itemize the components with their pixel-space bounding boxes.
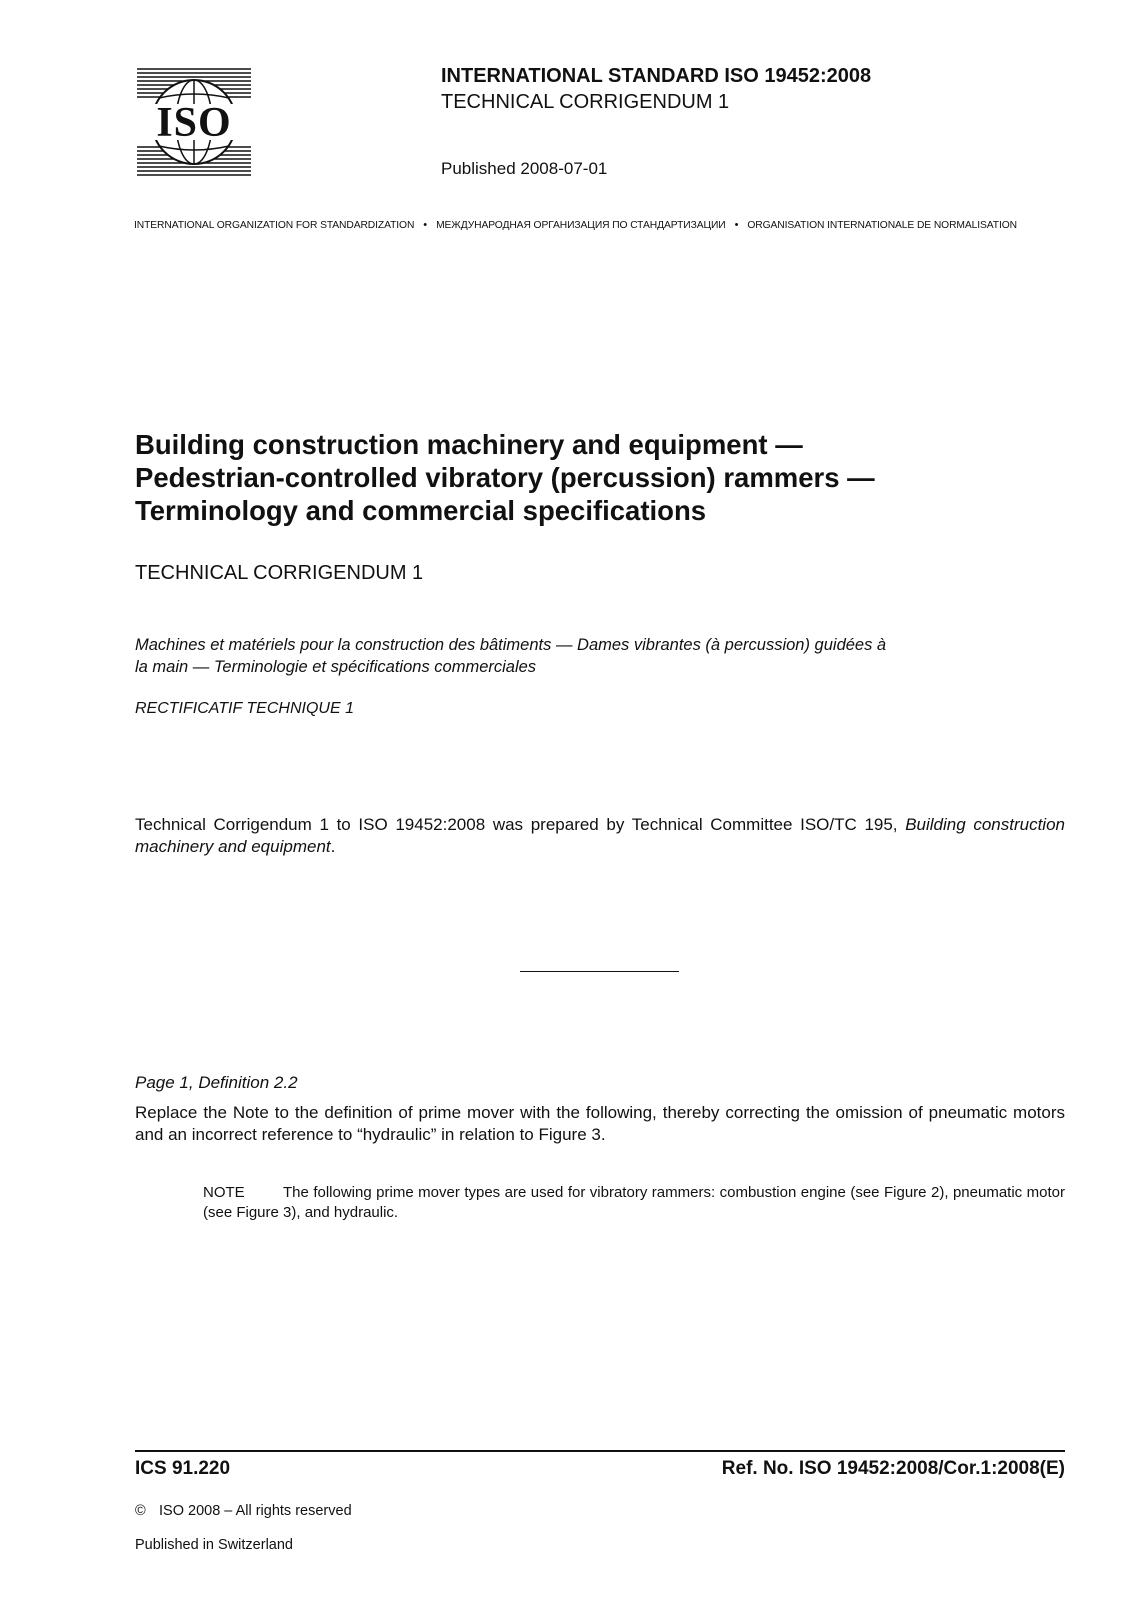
french-title-line: la main — Terminologie et spécifications commerciales xyxy=(135,658,537,676)
correction-paragraph: Replace the Note to the definition of prime mover with the following, thereby correcting the omission of pneumatic motors and an incorrect reference to “hydraulic” in relation to Figure 3. xyxy=(135,1103,1065,1144)
iso-logo-text: ISO xyxy=(156,100,232,146)
correction-heading: Page 1, Definition 2.2 xyxy=(135,1073,298,1092)
rectificatif-label: RECTIFICATIF TECHNIQUE 1 xyxy=(135,700,354,717)
bullet-separator: • xyxy=(423,219,428,231)
title-line: Pedestrian-controlled vibratory (percussion) rammers — xyxy=(135,462,875,493)
iso-logo xyxy=(137,68,251,176)
note-label: NOTE xyxy=(203,1184,245,1201)
french-title xyxy=(135,634,1035,678)
org-name-french: ORGANISATION INTERNATIONALE DE NORMALISATION xyxy=(747,220,1018,231)
published-in: Published in Switzerland xyxy=(135,1537,293,1553)
title-line: Terminology and commercial specifications xyxy=(135,495,707,526)
org-name-russian: МЕЖДУНАРОДНАЯ ОРГАНИЗАЦИЯ ПО СТАНДАРТИЗАЦИИ xyxy=(436,220,726,231)
technical-corrigendum-heading: TECHNICAL CORRIGENDUM 1 xyxy=(135,562,424,584)
note-block xyxy=(203,1183,1065,1223)
note-text: The following prime mover types are used for vibratory rammers: combustion engine (see Figure 2), pneumatic motor (see Figure 3), and hydraulic. xyxy=(203,1184,1065,1221)
ics-code: ICS 91.220 xyxy=(135,1458,231,1479)
title-line: Building construction machinery and equipment — xyxy=(135,429,803,460)
intro-paragraph xyxy=(135,814,1065,858)
publication-date: Published 2008-07-01 xyxy=(441,159,608,178)
organization-line xyxy=(134,218,1064,233)
committee-name: Building construction machinery and equipment xyxy=(135,815,1065,856)
corrigendum-label: TECHNICAL CORRIGENDUM 1 xyxy=(441,91,730,113)
copyright-text: ISO 2008 – All rights reserved xyxy=(159,1503,352,1519)
reference-number: Ref. No. ISO 19452:2008/Cor.1:2008(E) xyxy=(721,1458,1065,1479)
standard-title: INTERNATIONAL STANDARD ISO 19452:2008 xyxy=(441,65,872,87)
intro-text: Technical Corrigendum 1 to ISO 19452:2008 was prepared by Technical Committee ISO/TC 195, xyxy=(135,815,906,834)
section-divider xyxy=(520,971,679,972)
french-title-line: Machines et matériels pour la construction des bâtiments — Dames vibrantes (à percussion) guidées à xyxy=(135,636,887,654)
document-title xyxy=(135,428,1035,527)
copyright-line xyxy=(135,1502,352,1520)
footer-rule xyxy=(135,1450,1065,1452)
bullet-separator: • xyxy=(734,219,739,231)
org-name-english: INTERNATIONAL ORGANIZATION FOR STANDARDIZATION xyxy=(134,220,415,231)
copyright-icon: © xyxy=(135,1503,146,1519)
intro-end: . xyxy=(330,837,336,856)
